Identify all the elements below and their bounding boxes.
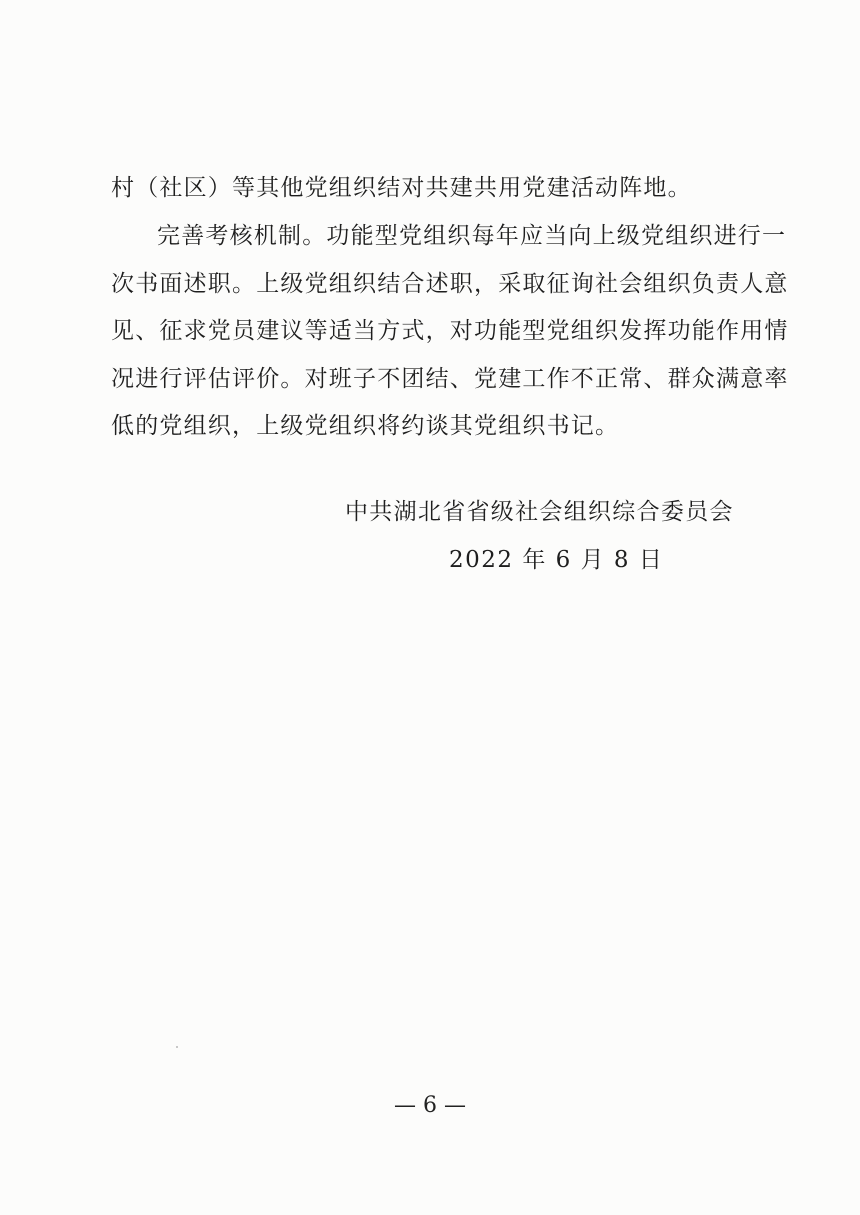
issuer-signature: 中共湖北省省级社会组织综合委员会 <box>345 499 734 525</box>
body-line-2: 完善考核机制。功能型党组织每年应当向上级党组织进行一 <box>157 223 787 249</box>
issue-date: 2022 年 6 月 8 日 <box>449 547 664 573</box>
body-line-5: 况进行评估评价。对班子不团结、党建工作不正常、群众满意率 <box>111 366 789 392</box>
scan-speck <box>176 1046 178 1048</box>
body-line-1: 村（社区）等其他党组织结对共建共用党建活动阵地。 <box>111 175 692 201</box>
body-line-6: 低的党组织，上级党组织将约谈其党组织书记。 <box>111 413 620 439</box>
page-number: — 6 — <box>394 1093 466 1118</box>
body-line-4: 见、征求党员建议等适当方式，对功能型党组织发挥功能作用情 <box>111 318 789 344</box>
body-line-3: 次书面述职。上级党组织结合述职，采取征询社会组织负责人意 <box>111 271 789 297</box>
